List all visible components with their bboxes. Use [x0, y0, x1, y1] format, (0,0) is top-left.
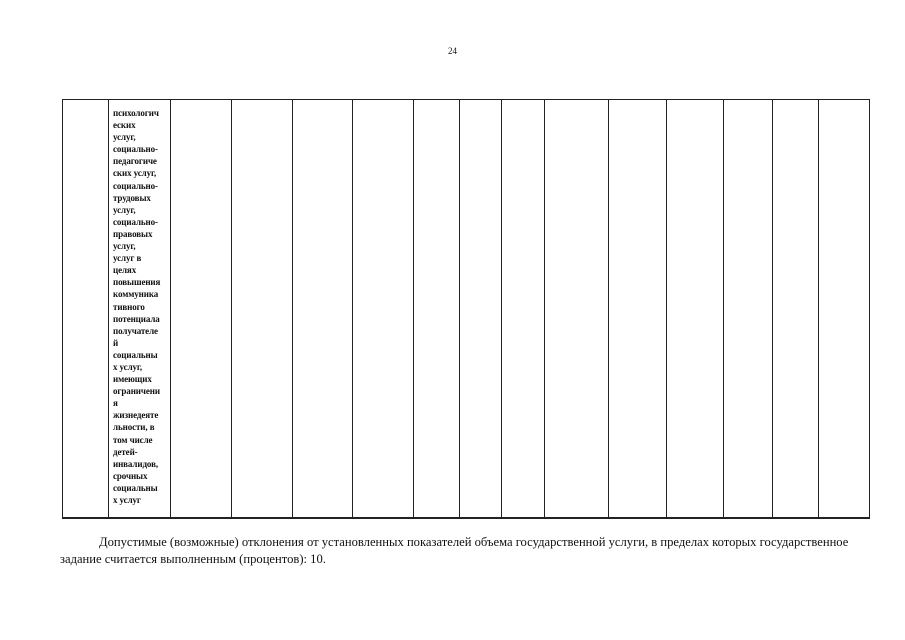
- table-column-divider: [666, 100, 667, 517]
- table-column-divider: [544, 100, 545, 517]
- table-column-divider: [231, 100, 232, 517]
- deviation-note-text: Допустимые (возможные) отклонения от установленных показателей объема государственной услуги, в пределах которых государственное задание считается выполненным (процентов): 10.: [60, 535, 849, 566]
- deviation-note: [60, 534, 850, 568]
- table-column-divider: [170, 100, 171, 517]
- table-column-divider: [108, 100, 109, 517]
- table-column-divider: [459, 100, 460, 517]
- table-column-divider: [723, 100, 724, 517]
- service-description-cell: психологич еских услуг, социально- педагогиче ских услуг, социально- трудовых услуг, социально- правовых услуг, услуг в целях повышения коммуника тивного потенциала получателе й социальны х услуг, имеющих ограничени я жизнедеяте льности, в том числе детей- инвалидов, срочных социальны х услуг: [113, 108, 161, 505]
- page-number: 24: [448, 46, 457, 56]
- service-table: [62, 99, 870, 519]
- table-column-divider: [608, 100, 609, 517]
- table-column-divider: [413, 100, 414, 517]
- table-column-divider: [772, 100, 773, 517]
- table-column-divider: [501, 100, 502, 517]
- table-column-divider: [352, 100, 353, 517]
- table-column-divider: [818, 100, 819, 517]
- table-column-divider: [292, 100, 293, 517]
